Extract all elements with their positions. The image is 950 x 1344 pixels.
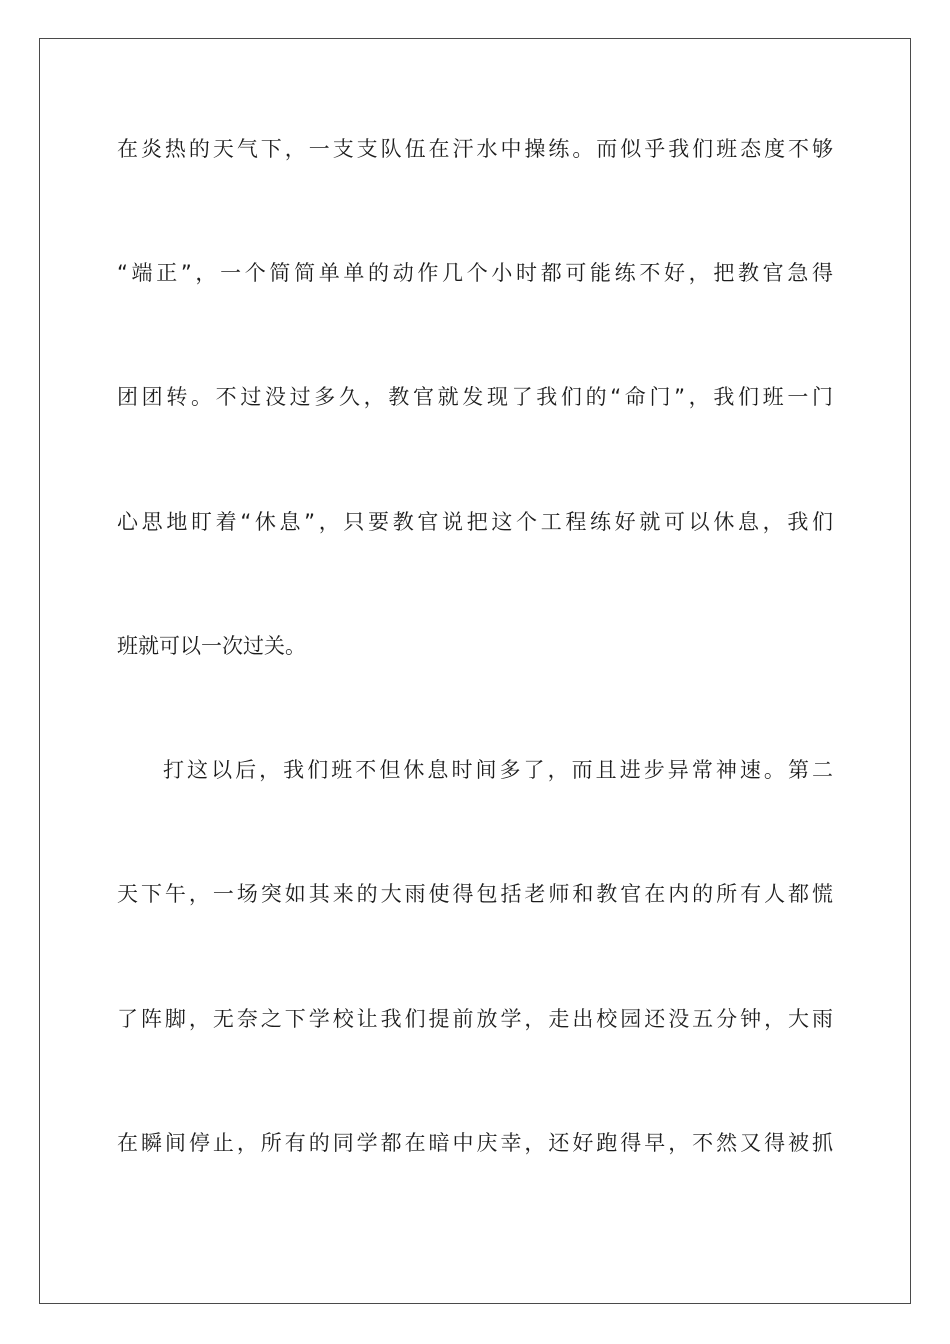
paragraph-1-line-5: 班就可以一次过关。 — [117, 634, 306, 658]
paragraph-2-line-3: 了阵脚，无奈之下学校让我们提前放学，走出校园还没五分钟，大雨 — [117, 1007, 833, 1031]
page-frame — [39, 38, 911, 1304]
paragraph-2-line-2: 天下午，一场突如其来的大雨使得包括老师和教官在内的所有人都慌 — [117, 882, 833, 906]
paragraph-1-line-4: 心思地盯着“休息”，只要教官说把这个工程练好就可以休息，我们 — [117, 510, 833, 534]
paragraph-2-line-1: 打这以后，我们班不但休息时间多了，而且进步异常神速。第二 — [163, 758, 833, 782]
paragraph-1-line-3: 团团转。不过没过多久，教官就发现了我们的“命门”，我们班一门 — [117, 385, 833, 409]
paragraph-2-line-4: 在瞬间停止，所有的同学都在暗中庆幸，还好跑得早，不然又得被抓 — [117, 1131, 833, 1155]
paragraph-1-line-2: “端正”，一个简简单单的动作几个小时都可能练不好，把教官急得 — [117, 261, 833, 285]
paragraph-1-line-1: 在炎热的天气下，一支支队伍在汗水中操练。而似乎我们班态度不够 — [117, 137, 833, 161]
